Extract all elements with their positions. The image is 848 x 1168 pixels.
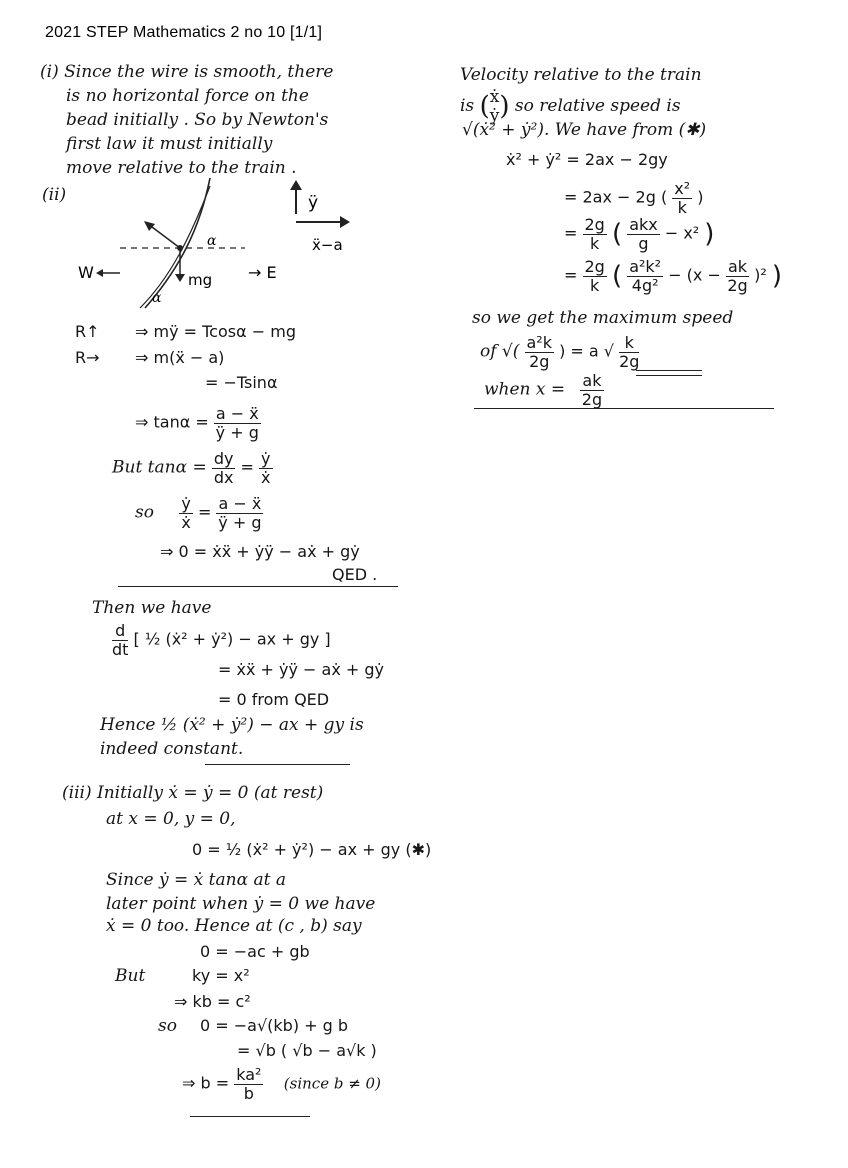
part-iii-line-12 — [182, 1066, 381, 1102]
hence-line-1: Hence ½ (ẋ² + ẏ²) − ax + gy is — [100, 715, 364, 735]
speed-eq-3-fraction-2 — [627, 216, 660, 252]
part-iii-but-label: But — [115, 966, 146, 986]
reaction-arrowhead — [144, 221, 155, 231]
speed-eq-4: = $\frac{2g}{k}$ ( $\frac{\text{a²k²}}{\text{4g²}}$ − (x − $\frac{ak}{2g}$ )² ) — [564, 257, 783, 295]
force-diagram — [60, 178, 380, 318]
right-line-1: Velocity relative to the train — [460, 65, 702, 85]
part-iii-line-8: ky = x² — [192, 966, 250, 985]
so-lhs-numerator: ẏ — [181, 494, 191, 513]
b-equals-prefix: ⇒ b = — [182, 1073, 230, 1093]
xddot-minus-a-label: ẍ−a — [312, 236, 343, 254]
hence-line-2: indeed constant. — [100, 739, 244, 759]
xdot-denominator: ẋ — [261, 467, 271, 487]
page-title: 2021 STEP Mathematics 2 no 10 [1/1] — [45, 24, 323, 41]
part-iii-line-3: 0 = ½ (ẋ² + ẏ²) − ax + gy (✱) — [192, 840, 432, 859]
divider-3 — [190, 1116, 310, 1117]
speed-eq-3-suffix: − x² — [664, 223, 700, 243]
speed-eq-2-prefix: = 2ax − 2g ( — [564, 187, 668, 207]
d-dt-fraction — [112, 622, 128, 658]
so-rhs-numerator: a − ẍ — [218, 494, 262, 513]
when-denominator: 2g — [581, 389, 603, 409]
so-line — [135, 495, 263, 531]
ydot-numerator: ẏ — [261, 449, 271, 468]
so-lhs-denominator: ẋ — [181, 512, 191, 532]
speed-eq-4-num-3: ak — [727, 257, 748, 276]
tan-alpha-numerator: a − ẍ — [215, 404, 259, 423]
qed-label: QED . — [332, 565, 378, 584]
speed-eq-4-fraction-1 — [583, 258, 607, 294]
speed-eq-4-den-1: k — [590, 275, 600, 295]
part-iii-line-10: 0 = −a√(kb) + g b — [200, 1016, 349, 1035]
max-speed-den-1: 2g — [529, 351, 550, 371]
speed-eq-4-num-2: a²k² — [629, 257, 662, 276]
d-numerator: d — [112, 622, 128, 641]
speed-eq-2-denominator: k — [677, 197, 687, 217]
r-right-equation: ⇒ m(ẍ − a) — [135, 348, 225, 367]
dy-dx-fraction — [212, 450, 236, 486]
part-i-line-3: bead initially . So by Newton's — [66, 110, 329, 130]
r-right-equation-2: = −Tsinα — [205, 373, 278, 392]
b-fraction-denominator: b — [243, 1083, 254, 1103]
b-fraction — [234, 1066, 263, 1102]
dy-numerator: dy — [213, 449, 234, 468]
speed-eq-2-numerator: x² — [674, 179, 691, 198]
yddot-label: ÿ — [308, 193, 319, 213]
max-speed-den-2: 2g — [619, 351, 640, 371]
since-b-nonzero: (since b ≠ 0) — [283, 1074, 381, 1093]
when-fraction — [580, 372, 603, 408]
part-ii-label: (ii) — [42, 185, 67, 205]
axis-right-arrowhead — [340, 216, 350, 228]
part-iii-line-9: ⇒ kb = c² — [174, 992, 251, 1011]
so-lhs-fraction — [179, 495, 192, 531]
vector-top: ẋ — [489, 87, 500, 107]
when-line — [484, 372, 604, 408]
speed-eq-2-fraction — [672, 180, 692, 216]
r-up-label: R↑ — [75, 322, 100, 341]
speed-eq-2-suffix: ) — [697, 187, 704, 207]
derivative-line — [112, 622, 331, 658]
when-numerator: ak — [582, 371, 602, 390]
then-line-2: = ẋẍ + ẏÿ − aẋ + gẏ — [218, 660, 384, 679]
answer-underline-2 — [636, 375, 702, 376]
part-iii-line-7: 0 = −ac + gb — [200, 942, 310, 961]
speed-eq-4-middle: − (x − — [668, 265, 721, 285]
right-line-3: √(ẋ² + ẏ²). We have from (✱) — [462, 120, 707, 140]
speed-eq-3: = $\frac{2g}{k}$ ( $\frac{\text{akx}}{g}$ − x² ) — [564, 215, 715, 253]
axis-up-arrowhead — [290, 180, 302, 190]
max-speed-line-1: so we get the maximum speed — [472, 308, 734, 328]
alpha-bottom-label: α — [152, 290, 162, 306]
divider-2 — [205, 764, 350, 765]
max-speed-fraction-2 — [619, 334, 639, 370]
speed-eq-1: ẋ² + ẏ² = 2ax − 2gy — [506, 150, 668, 169]
r-up-equation: ⇒ mÿ = Tcosα − mg — [135, 322, 296, 341]
speed-eq-3-den-1: k — [590, 233, 600, 253]
derivative-bracket: [ ½ (ẋ² + ẏ²) − ax + gy ] — [133, 629, 331, 649]
speed-eq-4-suffix: )² — [754, 265, 767, 285]
max-speed-prefix: of √( — [480, 341, 520, 362]
max-speed-line-2 — [480, 334, 639, 370]
so-rhs-denominator: ÿ + g — [218, 512, 262, 532]
is-label: is — [460, 96, 475, 117]
part-iii-line-5: later point when ẏ = 0 we have — [106, 894, 376, 914]
speed-eq-4-fraction-2 — [627, 258, 663, 294]
answer-underline-1 — [636, 370, 702, 371]
tan-alpha-denominator: ÿ + g — [215, 422, 259, 442]
speed-eq-4-fraction-3 — [726, 258, 749, 294]
west-arrowhead — [96, 269, 103, 277]
but-tan-line — [112, 450, 273, 486]
tan-alpha-prefix: ⇒ tanα = — [135, 412, 209, 432]
speed-eq-3-fraction-1 — [583, 216, 607, 252]
but-tan-label: But tanα = — [112, 457, 207, 478]
so-label: so — [135, 502, 154, 523]
ydot-xdot-fraction — [259, 450, 272, 486]
west-label: W — [78, 263, 94, 282]
alpha-top-label: α — [207, 233, 217, 249]
tan-alpha-fraction — [214, 405, 261, 441]
speed-eq-4-den-2: 4g² — [631, 275, 659, 295]
part-iii-line-4: Since ẏ = ẋ tanα at a — [106, 870, 286, 890]
part-iii-so-label: so — [158, 1016, 177, 1036]
part-i-line-5: move relative to the train . — [66, 158, 297, 178]
weight-arrowhead — [175, 274, 185, 282]
part-iii-line-1: (iii) Initially ẋ = ẏ = 0 (at rest) — [62, 783, 324, 803]
when-prefix: when x = — [484, 379, 566, 400]
part-iii-line-2: at x = 0, y = 0, — [106, 809, 236, 829]
tan-alpha-line — [135, 405, 261, 441]
divider-1 — [118, 586, 398, 587]
speed-eq-3-num-1: 2g — [584, 215, 605, 234]
right-line-2: is ( ẋ ẏ ) so relative speed is — [460, 87, 681, 126]
so-equals-sign: = — [197, 502, 212, 522]
speed-eq-4-den-3: 2g — [727, 275, 748, 295]
equals-sign: = — [240, 457, 254, 477]
divider-right — [474, 408, 774, 409]
dx-denominator: dx — [213, 467, 234, 487]
max-speed-fraction-1 — [525, 334, 554, 370]
max-speed-num-2: k — [619, 334, 639, 353]
part-i-line-2: is no horizontal force on the — [66, 86, 309, 106]
part-iii-line-11: = √b ( √b − a√k ) — [237, 1041, 377, 1060]
then-intro: Then we have — [92, 598, 212, 618]
mg-label: mg — [188, 271, 213, 289]
relative-speed-text: so relative speed is — [514, 96, 681, 117]
dt-denominator: dt — [112, 639, 129, 659]
so-rhs-fraction — [216, 495, 263, 531]
max-speed-num-1: a²k — [526, 333, 552, 352]
max-speed-middle: ) = a √ — [559, 341, 614, 361]
vector-bottom: ẏ — [489, 105, 500, 126]
part-i-line-1: (i) Since the wire is smooth, there — [40, 62, 334, 82]
reaction-arrow — [148, 224, 180, 248]
speed-eq-3-den-2: g — [638, 233, 649, 253]
part-iii-line-6: ẋ = 0 too. Hence at (c , b) say — [106, 916, 362, 936]
east-label: → E — [248, 263, 277, 282]
speed-eq-3-num-2: akx — [629, 215, 658, 234]
then-line-3: = 0 from QED — [218, 690, 330, 709]
speed-eq-4-num-1: 2g — [584, 257, 605, 276]
part-i-line-4: first law it must initially — [66, 134, 273, 154]
speed-eq-2 — [564, 180, 704, 216]
r-right-label: R→ — [75, 348, 100, 367]
b-fraction-numerator: ka² — [236, 1065, 262, 1084]
qed-result-equation: ⇒ 0 = ẋẍ + ẏÿ − aẋ + gẏ — [160, 542, 360, 561]
wire-tangent — [140, 186, 213, 308]
